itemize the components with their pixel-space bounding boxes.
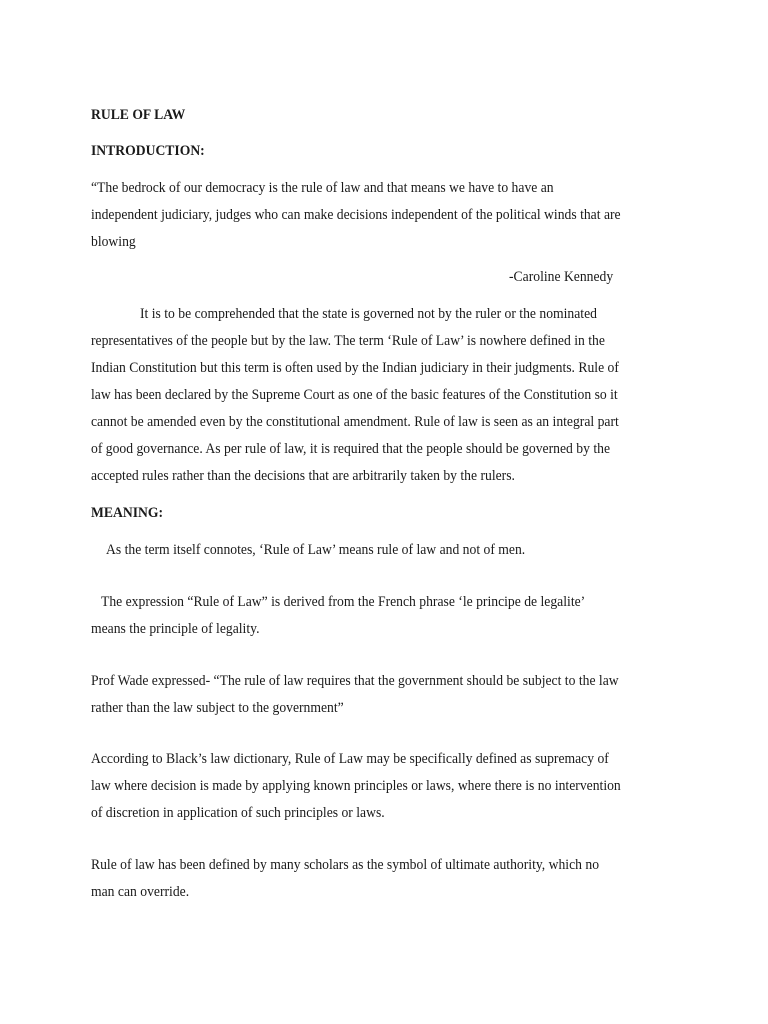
meaning-line: As the term itself connotes, ‘Rule of Law’ means rule of law and not of men. [106,542,526,558]
expression-line: The expression “Rule of Law” is derived from the French phrase ‘le principe de legalite’ [101,594,586,610]
scholars-line: man can override. [91,884,190,900]
blacks-definition-line: law where decision is made by applying known principles or laws, where there is no intervention [91,778,621,794]
quote-line: “The bedrock of our democracy is the rule of law and that means we have to have an [91,180,554,196]
scholars-line: Rule of law has been defined by many scholars as the symbol of ultimate authority, which no [91,857,600,873]
quote-line: independent judiciary, judges who can make decisions independent of the political winds that are [91,207,621,223]
intro-paragraph-line: cannot be amended even by the constitutional amendment. Rule of law is seen as an integral part [91,414,619,430]
quote-line: blowing [91,234,136,250]
intro-paragraph-line: It is to be comprehended that the state is governed not by the ruler or the nominated [140,306,597,322]
wade-quote-line: Prof Wade expressed- “The rule of law requires that the government should be subject to the law [91,673,619,689]
quote-attribution: -Caroline Kennedy [509,269,614,285]
intro-paragraph-line: Indian Constitution but this term is often used by the Indian judiciary in their judgments. Rule of [91,360,619,376]
intro-paragraph-line: accepted rules rather than the decisions that are arbitrarily taken by the rulers. [91,468,515,484]
blacks-definition-line: of discretion in application of such principles or laws. [91,805,385,821]
introduction-heading: INTRODUCTION: [91,143,205,159]
expression-line: means the principle of legality. [91,621,260,637]
intro-paragraph-line: law has been declared by the Supreme Court as one of the basic features of the Constitution so it [91,387,618,403]
wade-quote-line: rather than the law subject to the government” [91,700,344,716]
intro-paragraph-line: representatives of the people but by the law. The term ‘Rule of Law’ is nowhere defined in the [91,333,605,349]
blacks-definition-line: According to Black’s law dictionary, Rule of Law may be specifically defined as supremacy of [91,751,609,767]
intro-paragraph-line: of good governance. As per rule of law, it is required that the people should be governed by the [91,441,610,457]
meaning-heading: MEANING: [91,505,164,521]
document-title: RULE OF LAW [91,107,186,123]
